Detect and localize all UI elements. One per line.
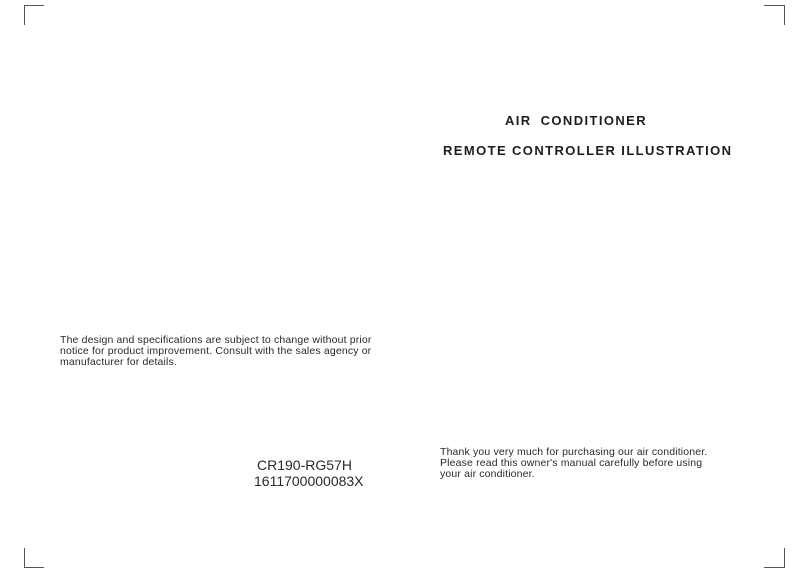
crop-mark-top-left-v (24, 5, 25, 25)
crop-mark-top-left-h (24, 5, 44, 6)
thank-you-text (440, 447, 707, 480)
model-name: CR190-RG57H (257, 457, 352, 473)
crop-mark-bottom-left-v (24, 548, 25, 568)
crop-mark-top-right-h (764, 5, 784, 6)
disclaimer-line: notice for product improvement. Consult with the sales agency or (60, 345, 372, 357)
thank-you-line: your air conditioner. (440, 468, 535, 480)
thank-you-line: Please read this owner's manual carefully before using (440, 457, 703, 469)
disclaimer-line: The design and specifications are subject to change without prior (60, 334, 372, 346)
document-title: AIR CONDITIONER (505, 113, 647, 128)
crop-mark-bottom-left-h (24, 567, 44, 568)
part-number: 1611700000083X (254, 473, 364, 489)
disclaimer-text (60, 335, 372, 368)
crop-mark-bottom-right-h (764, 567, 784, 568)
document-subtitle: REMOTE CONTROLLER ILLUSTRATION (443, 143, 733, 158)
thank-you-line: Thank you very much for purchasing our air conditioner. (440, 446, 708, 458)
disclaimer-line: manufacturer for details. (60, 356, 177, 368)
crop-mark-top-right-v (784, 5, 785, 25)
crop-mark-bottom-right-v (784, 548, 785, 568)
